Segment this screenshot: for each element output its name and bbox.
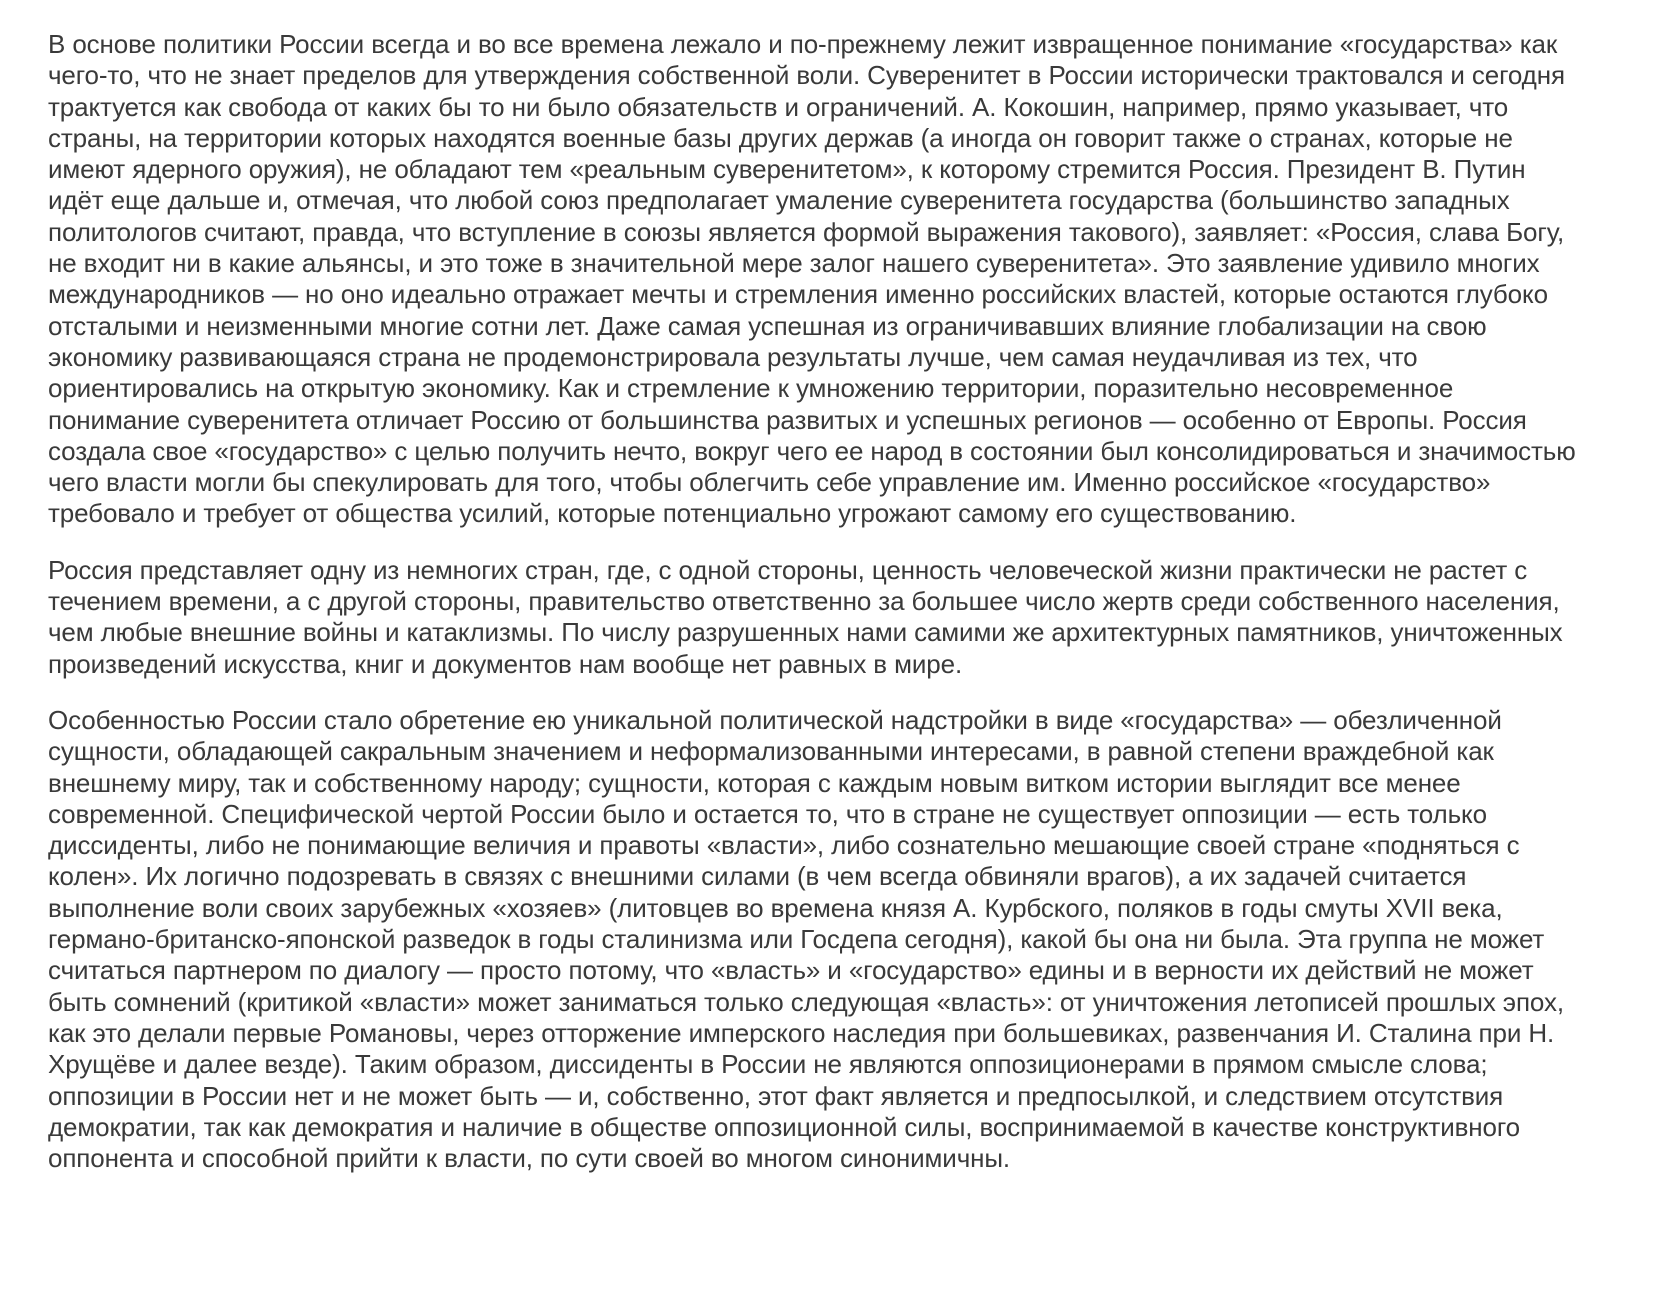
article-body [48, 29, 1588, 1199]
article-paragraph-1: В основе политики России всегда и во все времена лежало и по-прежнему лежит извращенное понимание «государства» как чего-то, что не знает пределов для утверждения собственной воли. Суверенитет в России исторически трактовался и сегодня трактуется как свобода от каких бы то ни было обязательств и ограничений. А. Кокошин, например, прямо указывает, что страны, на территории которых находятся военные базы других держав (а иногда он говорит также о странах, которые не имеют ядерного оружия), не обладают тем «реальным суверенитетом», к которому стремится Россия. Президент В. Путин идёт еще дальше и, отмечая, что любой союз предполагает умаление суверенитета государства (большинство западных политологов считают, правда, что вступление в союзы является формой выражения такового), заявляет: «Россия, слава Богу, не входит ни в какие альянсы, и это тоже в значительной мере залог нашего суверенитета». Это заявление удивило многих международников — но оно идеально отражает мечты и стремления именно российских властей, которые остаются глубоко отсталыми и неизменными многие сотни лет. Даже самая успешная из ограничивавших влияние глобализации на свою экономику развивающаяся страна не продемонстрировала результаты лучше, чем самая неудачливая из тех, что ориентировались на открытую экономику. Как и стремление к умножению территории, поразительно несовременное понимание суверенитета отличает Россию от большинства развитых и успешных регионов — особенно от Европы. Россия создала свое «государство» с целью получить нечто, вокруг чего ее народ в состоянии был консолидироваться и значимостью чего власти могли бы спекулировать для того, чтобы облегчить себе управление им. Именно российское «государство» требовало и требует от общества усилий, которые потенциально угрожают самому его существованию. [48, 29, 1576, 529]
article-paragraph-3: Особенностью России стало обретение ею уникальной политической надстройки в виде «государства» — обезличенной сущности, обладающей сакральным значением и неформализованными интересами, в равной степени враждебной как внешнему миру, так и собственному народу; сущности, которая с каждым новым витком истории выглядит все менее современной. Специфической чертой России было и остается то, что в стране не существует оппозиции — есть только диссиденты, либо не понимающие величия и правоты «власти», либо сознательно мешающие своей стране «подняться с колен». Их логично подозревать в связях с внешними силами (в чем всегда обвиняли врагов), а их задачей считается выполнение воли своих зарубежных «хозяев» (литовцев во времена князя А. Курбского, поляков в годы смуты XVII века, германо-британско-японской разведок в годы сталинизма или Госдепа сегодня), какой бы она ни была. Эта группа не может считаться партнером по диалогу — просто потому, что «власть» и «государство» едины и в верности их действий не может быть сомнений (критикой «власти» может заниматься только следующая «власть»: от уничтожения летописей прошлых эпох, как это делали первые Романовы, через отторжение имперского наследия при большевиках, развенчания И. Сталина при Н. Хрущёве и далее везде). Таким образом, диссиденты в России не являются оппозиционерами в прямом смысле слова; оппозиции в России нет и не может быть — и, собственно, этот факт является и предпосылкой, и следствием отсутствия демократии, так как демократия и наличие в обществе оппозиционной силы, воспринимаемой в качестве конструктивного оппонента и способной прийти к власти, по сути своей во многом синонимичны. [48, 704, 1564, 1174]
article-paragraph-2: Россия представляет одну из немногих стран, где, с одной стороны, ценность человеческой жизни практически не растет с течением времени, а с другой стороны, правительство ответственно за большее число жертв среди собственного населения, чем любые внешние войны и катаклизмы. По числу разрушенных нами самими же архитектурных памятников, уничтоженных произведений искусства, книг и документов нам вообще нет равных в мире. [48, 554, 1563, 679]
